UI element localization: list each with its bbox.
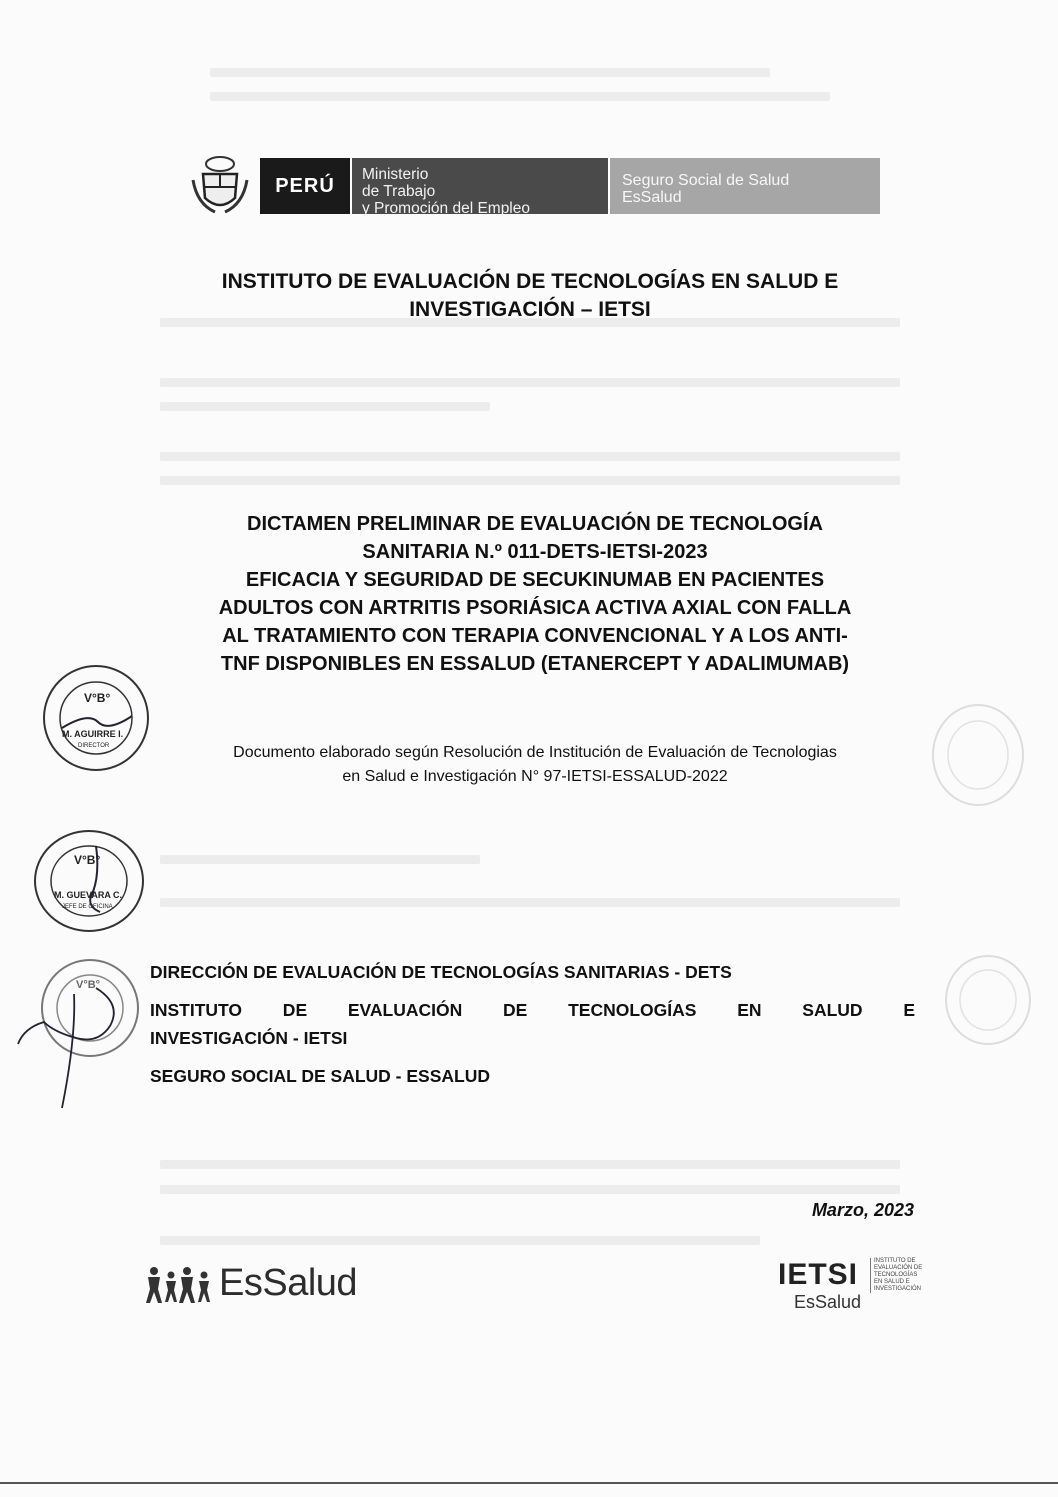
bleed-through-line <box>160 1236 760 1245</box>
department-ietsi: INSTITUTO DE EVALUACIÓN DE TECNOLOGÍAS EN SALUD E <box>150 1000 915 1020</box>
essalud-logo-text: EsSalud <box>219 1262 358 1304</box>
resolution-line: en Salud e Investigación N° 97-IETSI-ESSALUD-2022 <box>342 768 728 785</box>
bleed-through-line <box>160 452 900 461</box>
peru-label: PERÚ <box>260 158 350 214</box>
department-ietsi: INVESTIGACIÓN - IETSI <box>150 1028 348 1048</box>
ministry-line: Ministerio <box>362 166 429 183</box>
stamp-role-text: DIRECTOR <box>78 743 110 749</box>
ietsi-logo-sub: EsSalud <box>794 1292 862 1312</box>
approval-stamp-signature <box>14 958 154 1118</box>
coat-of-arms-icon <box>180 150 260 222</box>
ministry-line: y Promoción del Empleo <box>362 200 530 217</box>
dictamen-line: AL TRATAMIENTO CON TERAPIA CONVENCIONAL Y A LOS ANTI- <box>222 625 848 647</box>
page-edge <box>0 1482 1058 1484</box>
institute-title-line: INVESTIGACIÓN – IETSI <box>409 298 651 321</box>
dictamen-title <box>150 510 920 678</box>
bleed-through-line <box>160 1185 900 1194</box>
dictamen-line: EFICACIA Y SEGURIDAD DE SECUKINUMAB EN PACIENTES <box>245 569 825 591</box>
stamp-vb-text: V°B° <box>74 853 101 867</box>
dictamen-line: TNF DISPONIBLES EN ESSALUD (ETANERCEPT Y ADALIMUMAB) <box>220 653 850 675</box>
bleed-through-line <box>160 855 480 864</box>
stamp-vb-text: V°B° <box>84 691 111 705</box>
bleed-through-line <box>160 898 900 907</box>
stamp-name-text: M. GUEVARA C. <box>54 890 123 900</box>
approval-stamp-aguirre <box>40 662 152 774</box>
essalud-logo <box>145 1262 357 1305</box>
government-header <box>180 150 880 222</box>
document-date: Marzo, 2023 <box>811 1200 914 1220</box>
stamp-vb-text: V°B° <box>76 979 101 991</box>
approval-stamp-guevara <box>30 826 148 936</box>
dictamen-line: SANITARIA N.º 011-DETS-IETSI-2023 <box>362 541 708 563</box>
ministry-line: de Trabajo <box>362 183 436 200</box>
stamp-role-text: JEFE DE OFICINA <box>62 904 113 910</box>
bleed-through-line <box>210 92 830 101</box>
department-dets: DIRECCIÓN DE EVALUACIÓN DE TECNOLOGÍAS SANITARIAS - DETS <box>150 962 732 982</box>
dictamen-line: ADULTOS CON ARTRITIS PSORIÁSICA ACTIVA AXIAL CON FALLA <box>218 597 852 619</box>
department-list <box>150 958 915 1100</box>
faint-stamp <box>928 700 1028 810</box>
bleed-through-line <box>160 402 490 411</box>
essalud-line: Seguro Social de Salud <box>622 172 790 189</box>
ietsi-logo <box>778 1258 923 1318</box>
essalud-label <box>608 158 880 214</box>
institute-title-line: INSTITUTO DE EVALUACIÓN DE TECNOLOGÍAS EN SALUD E <box>221 270 839 293</box>
resolution-line: Documento elaborado según Resolución de Institución de Evaluación de Tecnologias <box>233 744 837 761</box>
essalud-line: EsSalud <box>622 189 682 206</box>
ietsi-logo-text: IETSI <box>778 1258 859 1291</box>
department-essalud: SEGURO SOCIAL DE SALUD - ESSALUD <box>150 1066 490 1086</box>
institute-title <box>130 268 930 324</box>
bleed-through-line <box>210 68 770 77</box>
family-icon <box>145 1263 215 1305</box>
ministry-label <box>350 158 608 217</box>
bleed-through-line <box>160 476 900 485</box>
bleed-through-line <box>160 378 900 387</box>
ietsi-logo-desc: INSTITUTO DE EVALUACIÓN DE TECNOLOGÍAS EN SALUD E INVESTIGACIÓN <box>870 1258 924 1293</box>
dictamen-line: DICTAMEN PRELIMINAR DE EVALUACIÓN DE TECNOLOGÍA <box>247 513 823 535</box>
bleed-through-line <box>160 1160 900 1169</box>
resolution-note <box>150 741 920 789</box>
faint-stamp <box>942 952 1034 1048</box>
stamp-name-text: M. AGUIRRE I. <box>62 729 124 739</box>
